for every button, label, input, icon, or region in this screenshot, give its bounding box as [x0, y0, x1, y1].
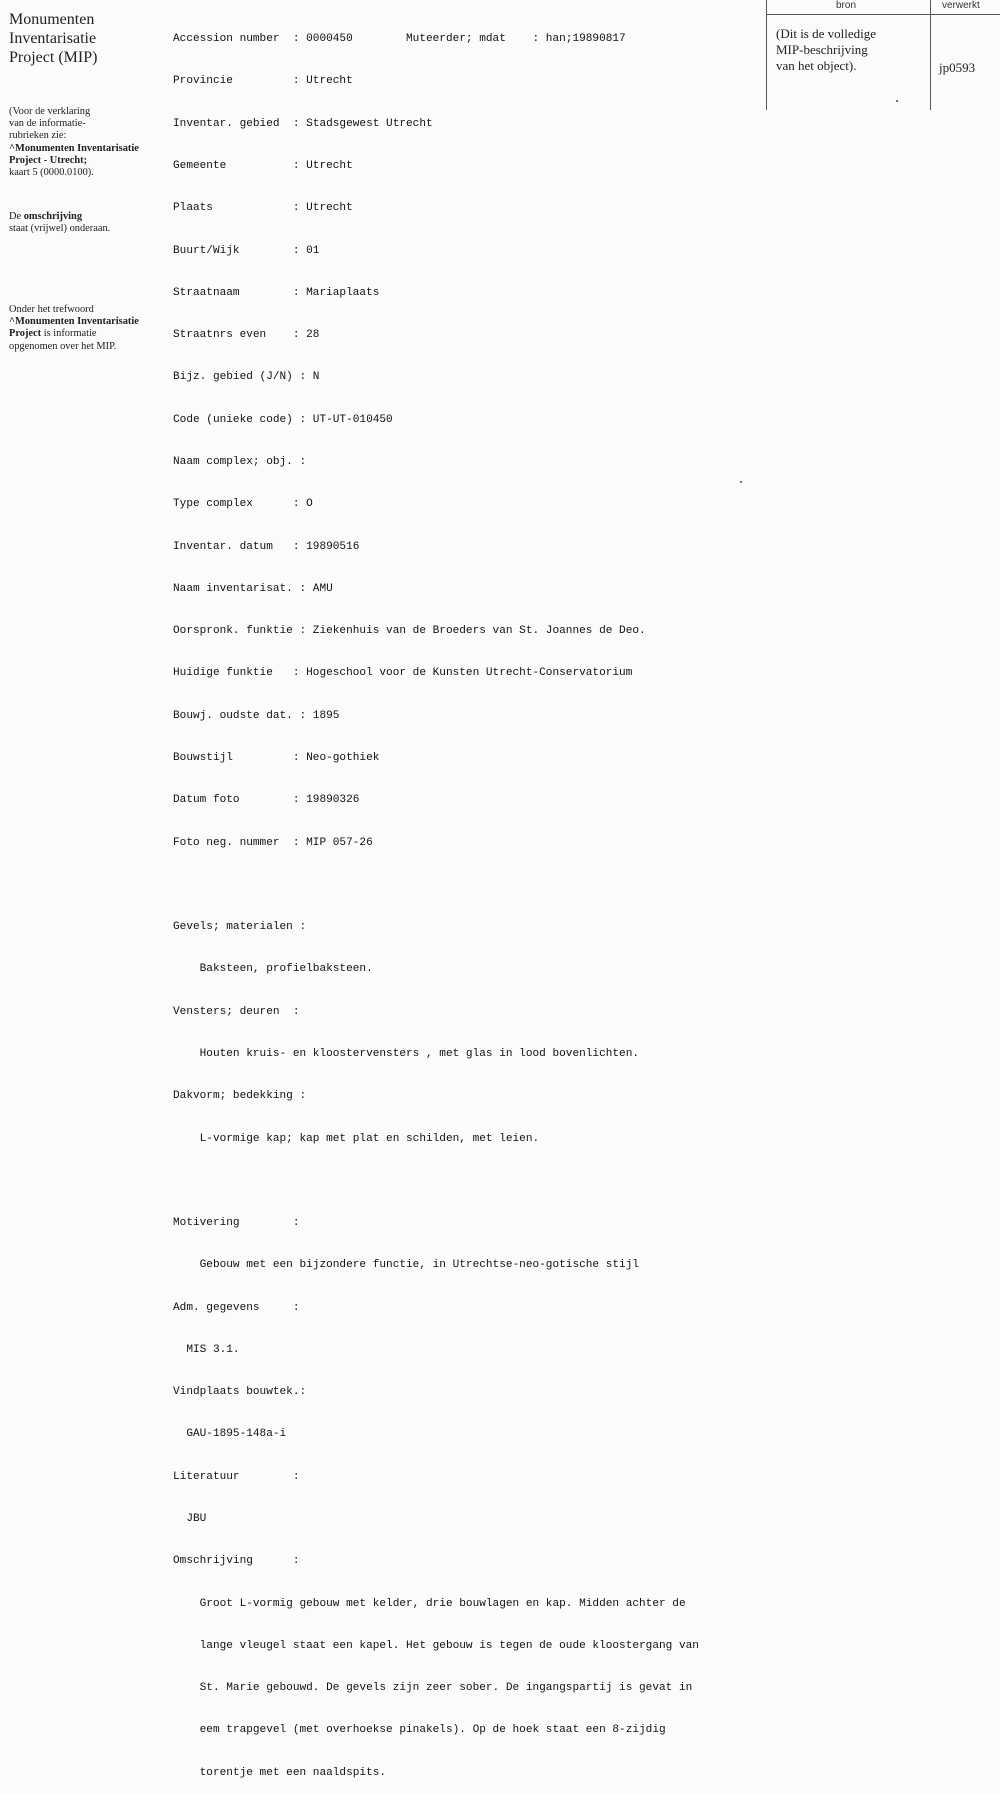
bron-line: MIP-beschrijving	[776, 42, 868, 57]
speck	[740, 481, 742, 483]
record-field: Buurt/Wijk : 01	[173, 244, 320, 257]
record-field: Foto neg. nummer : MIP 057-26	[173, 836, 373, 849]
sidebar-title-line-1: Monumenten	[9, 11, 95, 28]
record-field: Oorspronk. funktie : Ziekenhuis van de Broeders van St. Joannes de Deo.	[173, 625, 646, 638]
record-section-line: eem trapgevel (met overhoekse pinakels). Op de hoek staat een 8-zijdig	[173, 1724, 666, 1737]
bron-description	[776, 26, 936, 74]
sidebar-note-explanation	[9, 106, 169, 179]
record-section-line: Groot L-vormig gebouw met kelder, drie bouwlagen en kap. Midden achter de	[173, 1597, 686, 1610]
record-section-line: Houten kruis- en kloostervensters , met glas in lood bovenlichten.	[173, 1047, 640, 1060]
record-section-line: MIS 3.1.	[173, 1343, 240, 1356]
record-field: Bouwstijl : Neo-gothiek	[173, 751, 380, 764]
note-line: (Voor de verklaring	[9, 106, 91, 117]
header-verwerkt: verwerkt	[942, 0, 980, 11]
record-listing	[173, 4, 763, 1794]
record-section-line: Motivering :	[173, 1217, 300, 1230]
record-field: Provincie : Utrecht	[173, 75, 353, 88]
record-section-line: Vensters; deuren :	[173, 1005, 300, 1018]
record-section-line: torentje met een naaldspits.	[173, 1766, 387, 1779]
record-field: Bijz. gebied (J/N) : N	[173, 371, 320, 384]
note-bold-line: Project - Utrecht;	[9, 154, 88, 166]
record-section-line: Vindplaats bouwtek.:	[173, 1386, 307, 1399]
bron-line: (Dit is de volledige	[776, 26, 877, 41]
note-line: Onder het trefwoord	[9, 304, 94, 315]
record-field: Gemeente : Utrecht	[173, 160, 353, 173]
bron-line: van het object).	[776, 58, 857, 73]
record-section-line: Literatuur :	[173, 1470, 300, 1483]
note-line: van de informatie-	[9, 118, 86, 130]
record-section-line: GAU-1895-148a-i	[173, 1428, 287, 1441]
record-field: Naam inventarisat. : AMU	[173, 582, 333, 595]
bron-verwerkt-box	[766, 0, 1000, 110]
note-bold-word: Project	[9, 328, 42, 340]
note-line: staat (vrijwel) onderaan.	[9, 223, 111, 235]
speck	[896, 100, 898, 102]
record-field: Straatnrs even : 28	[173, 329, 320, 342]
record-field: Code (unieke code) : UT-UT-010450	[173, 413, 393, 426]
record-header-line: Accession number : 0000450 Muteerder; mdat : han;19890817	[173, 33, 626, 46]
record-section-line: JBU	[173, 1513, 207, 1526]
record-field: Naam complex; obj. :	[173, 456, 307, 468]
record-section-line: lange vleugel staat een kapel. Het gebouw is tegen de oude kloostergang van	[173, 1639, 699, 1652]
record-section-line: Gebouw met een bijzondere functie, in Utrechtse-neo-gotische stijl	[173, 1259, 640, 1272]
note-line: opgenomen over het MIP.	[9, 340, 117, 352]
note-text: De	[9, 211, 24, 222]
sidebar-note-omschrijving	[9, 211, 169, 235]
header-bron: bron	[836, 0, 857, 11]
note-text: is informatie	[41, 328, 97, 340]
record-field: Datum foto : 19890326	[173, 794, 360, 807]
record-field: Inventar. gebied : Stadsgewest Utrecht	[173, 117, 433, 130]
note-bold-line: ^Monumenten Inventarisatie	[9, 316, 139, 328]
record-field: Straatnaam : Mariaplaats	[173, 286, 380, 299]
box-left-border	[766, 0, 767, 110]
record-field: Inventar. datum : 19890516	[173, 540, 360, 553]
sidebar-note-trefwoord	[9, 304, 169, 353]
record-field: Type complex : O	[173, 498, 313, 511]
box-header-divider	[766, 14, 1000, 15]
note-bold-word: omschrijving	[23, 211, 83, 222]
record-section-line: Gevels; materialen :	[173, 921, 307, 934]
note-line: kaart 5 (0000.0100).	[9, 167, 94, 179]
spacer	[173, 878, 763, 892]
record-section-line: Dakvorm; bedekking :	[173, 1090, 307, 1103]
record-section-line: Adm. gegevens :	[173, 1301, 300, 1314]
sidebar-title-line-3: Project (MIP)	[9, 49, 98, 66]
note-bold-line: ^Monumenten Inventarisatie	[9, 142, 139, 154]
verwerkt-value: jp0593	[939, 60, 976, 75]
record-field: Bouwj. oudste dat. : 1895	[173, 709, 340, 722]
record-section-line: L-vormige kap; kap met plat en schilden, met leien.	[173, 1132, 540, 1145]
note-line: rubrieken zie:	[9, 130, 67, 142]
record-section-line: Omschrijving :	[173, 1555, 300, 1568]
record-field: Plaats : Utrecht	[173, 202, 353, 215]
record-section-line: St. Marie gebouwd. De gevels zijn zeer sober. De ingangspartij is gevat in	[173, 1682, 693, 1695]
sidebar-title-line-2: Inventarisatie	[9, 30, 97, 47]
record-section-line: Baksteen, profielbaksteen.	[173, 963, 373, 976]
record-field: Huidige funktie : Hogeschool voor de Kunsten Utrecht-Conservatorium	[173, 667, 633, 680]
spacer	[173, 1174, 763, 1188]
